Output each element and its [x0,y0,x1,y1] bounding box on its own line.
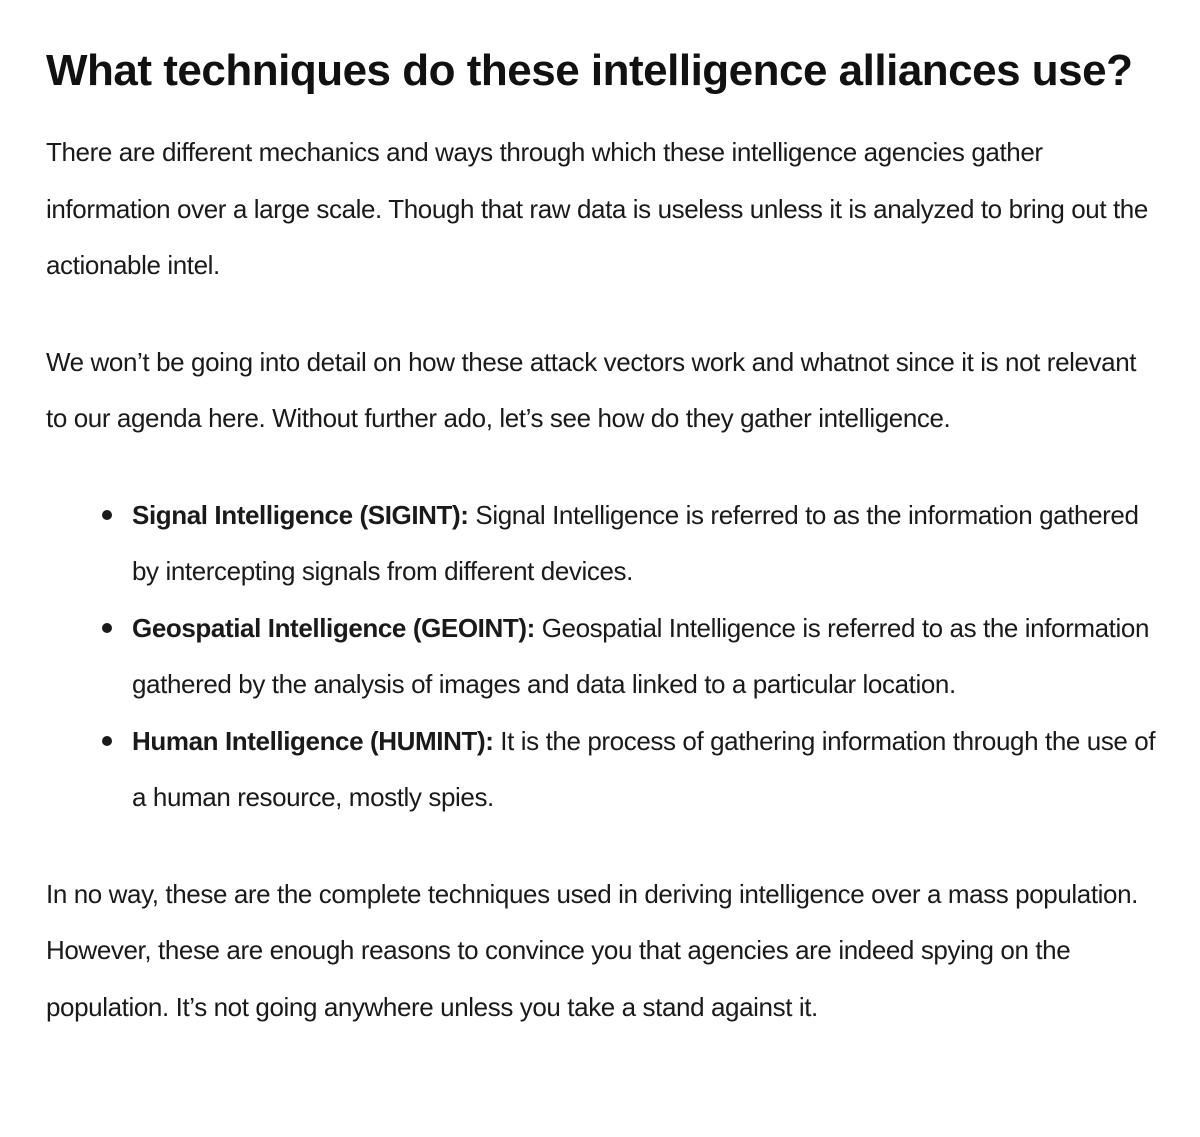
list-item [132,600,1160,713]
intro-paragraph: There are different mechanics and ways through which these intelligence agencies gather information over a large scale. Though that raw data is useless unless it is analyzed to bring out the actionable intel. [46,137,1148,280]
list-item [132,713,1160,826]
technique-term: Geospatial Intelligence (GEOINT): [132,612,542,643]
technique-description: Signal Intelligence is referred to as the information gathered by intercepting signals from different devices. [132,499,1139,586]
second-paragraph: We won’t be going into detail on how these attack vectors work and whatnot since it is not relevant to our agenda here. Without further ado, let’s see how do they gather intelligence. [46,346,1137,433]
technique-description: It is the process of gathering information through the use of a human resource, mostly spies. [132,725,1156,812]
bullet-icon [102,736,112,746]
technique-term: Signal Intelligence (SIGINT): [132,499,476,530]
article-heading: What techniques do these intelligence alliances use? [46,46,1133,95]
closing-paragraph: In no way, these are the complete techniques used in deriving intelligence over a mass population. However, these are enough reasons to convince you that agencies are indeed spying on the population. It’s not going anywhere unless you take a stand against it. [46,878,1139,1022]
bullet-icon [102,623,112,633]
techniques-list [46,487,1160,826]
list-item [132,487,1160,600]
technique-description: Geospatial Intelligence is referred to as the information gathered by the analysis of images and data linked to a particular location. [132,612,1150,699]
technique-term: Human Intelligence (HUMINT): [132,725,501,756]
bullet-icon [102,510,112,520]
